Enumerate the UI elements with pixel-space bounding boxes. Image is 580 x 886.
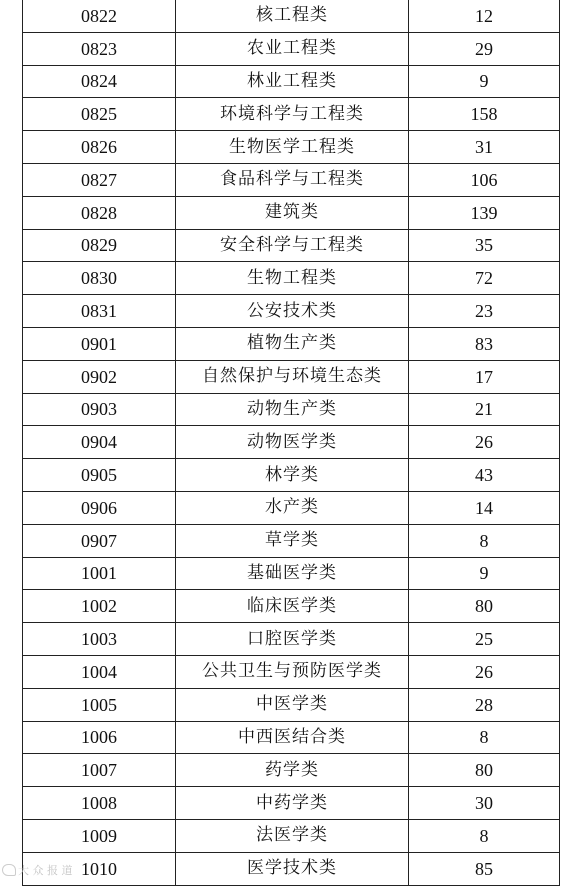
name-cell: 法医学类: [176, 819, 409, 852]
name-cell: 农业工程类: [176, 32, 409, 65]
count-cell: 9: [409, 557, 560, 590]
count-cell: 80: [409, 590, 560, 623]
code-cell: 1001: [23, 557, 176, 590]
code-cell: 0903: [23, 393, 176, 426]
table-row: [23, 655, 560, 688]
count-cell: 83: [409, 327, 560, 360]
name-cell: 自然保护与环境生态类: [176, 360, 409, 393]
count-cell: 21: [409, 393, 560, 426]
table-row: [23, 787, 560, 820]
code-cell: 0825: [23, 98, 176, 131]
code-cell: 1009: [23, 819, 176, 852]
name-cell: 中医学类: [176, 688, 409, 721]
count-cell: 25: [409, 623, 560, 656]
code-cell: 0905: [23, 459, 176, 492]
code-cell: 1007: [23, 754, 176, 787]
name-cell: 动物医学类: [176, 426, 409, 459]
count-cell: 43: [409, 459, 560, 492]
count-cell: 8: [409, 524, 560, 557]
count-cell: 17: [409, 360, 560, 393]
count-cell: 158: [409, 98, 560, 131]
code-cell: 0904: [23, 426, 176, 459]
code-cell: 0827: [23, 163, 176, 196]
code-cell: 1003: [23, 623, 176, 656]
name-cell: 临床医学类: [176, 590, 409, 623]
code-cell: 0907: [23, 524, 176, 557]
code-cell: 1004: [23, 655, 176, 688]
watermark-text: 大 众 报 道: [18, 864, 73, 877]
code-cell: 0828: [23, 196, 176, 229]
name-cell: 水产类: [176, 491, 409, 524]
code-cell: 1006: [23, 721, 176, 754]
name-cell: 林学类: [176, 459, 409, 492]
table-row: [23, 754, 560, 787]
name-cell: 公共卫生与预防医学类: [176, 655, 409, 688]
table-row: [23, 426, 560, 459]
code-cell: 0823: [23, 32, 176, 65]
name-cell: 中药学类: [176, 787, 409, 820]
count-cell: 35: [409, 229, 560, 262]
name-cell: 食品科学与工程类: [176, 163, 409, 196]
count-cell: 9: [409, 65, 560, 98]
code-cell: 1008: [23, 787, 176, 820]
table-row: [23, 590, 560, 623]
name-cell: 植物生产类: [176, 327, 409, 360]
table-row: [23, 524, 560, 557]
count-cell: 72: [409, 262, 560, 295]
name-cell: 中西医结合类: [176, 721, 409, 754]
name-cell: 建筑类: [176, 196, 409, 229]
table-row: [23, 65, 560, 98]
table-row: [23, 721, 560, 754]
count-cell: 106: [409, 163, 560, 196]
name-cell: 核工程类: [176, 0, 409, 32]
count-cell: 80: [409, 754, 560, 787]
count-cell: 26: [409, 655, 560, 688]
name-cell: 动物生产类: [176, 393, 409, 426]
code-cell: 0829: [23, 229, 176, 262]
table-row: [23, 0, 560, 32]
code-cell: 0902: [23, 360, 176, 393]
code-cell: 0831: [23, 295, 176, 328]
code-cell: 1010: [23, 852, 176, 885]
name-cell: 药学类: [176, 754, 409, 787]
name-cell: 生物工程类: [176, 262, 409, 295]
code-cell: 1002: [23, 590, 176, 623]
name-cell: 公安技术类: [176, 295, 409, 328]
name-cell: 草学类: [176, 524, 409, 557]
name-cell: 基础医学类: [176, 557, 409, 590]
code-cell: 0830: [23, 262, 176, 295]
table-row: [23, 327, 560, 360]
count-cell: 14: [409, 491, 560, 524]
count-cell: 28: [409, 688, 560, 721]
table-row: [23, 852, 560, 885]
table-row: [23, 295, 560, 328]
count-cell: 139: [409, 196, 560, 229]
code-cell: 0824: [23, 65, 176, 98]
count-cell: 8: [409, 819, 560, 852]
table-row: [23, 262, 560, 295]
table-row: [23, 393, 560, 426]
table-row: [23, 131, 560, 164]
code-cell: 0822: [23, 0, 176, 32]
table-row: [23, 196, 560, 229]
table-row: [23, 360, 560, 393]
code-cell: 0826: [23, 131, 176, 164]
code-cell: 0901: [23, 327, 176, 360]
data-table: [22, 0, 560, 886]
table-row: [23, 32, 560, 65]
code-cell: 0906: [23, 491, 176, 524]
count-cell: 12: [409, 0, 560, 32]
table-row: [23, 688, 560, 721]
watermark: [2, 862, 73, 878]
table-row: [23, 819, 560, 852]
name-cell: 口腔医学类: [176, 623, 409, 656]
code-cell: 1005: [23, 688, 176, 721]
table-row: [23, 557, 560, 590]
table-row: [23, 98, 560, 131]
table-row: [23, 623, 560, 656]
count-cell: 85: [409, 852, 560, 885]
major-category-table: [22, 0, 559, 886]
count-cell: 23: [409, 295, 560, 328]
weibo-logo-icon: [2, 864, 16, 876]
name-cell: 生物医学工程类: [176, 131, 409, 164]
table-row: [23, 163, 560, 196]
table-row: [23, 491, 560, 524]
name-cell: 环境科学与工程类: [176, 98, 409, 131]
count-cell: 26: [409, 426, 560, 459]
table-row: [23, 229, 560, 262]
count-cell: 30: [409, 787, 560, 820]
count-cell: 8: [409, 721, 560, 754]
table-row: [23, 459, 560, 492]
name-cell: 林业工程类: [176, 65, 409, 98]
name-cell: 医学技术类: [176, 852, 409, 885]
table-body: [23, 0, 560, 885]
count-cell: 29: [409, 32, 560, 65]
name-cell: 安全科学与工程类: [176, 229, 409, 262]
count-cell: 31: [409, 131, 560, 164]
